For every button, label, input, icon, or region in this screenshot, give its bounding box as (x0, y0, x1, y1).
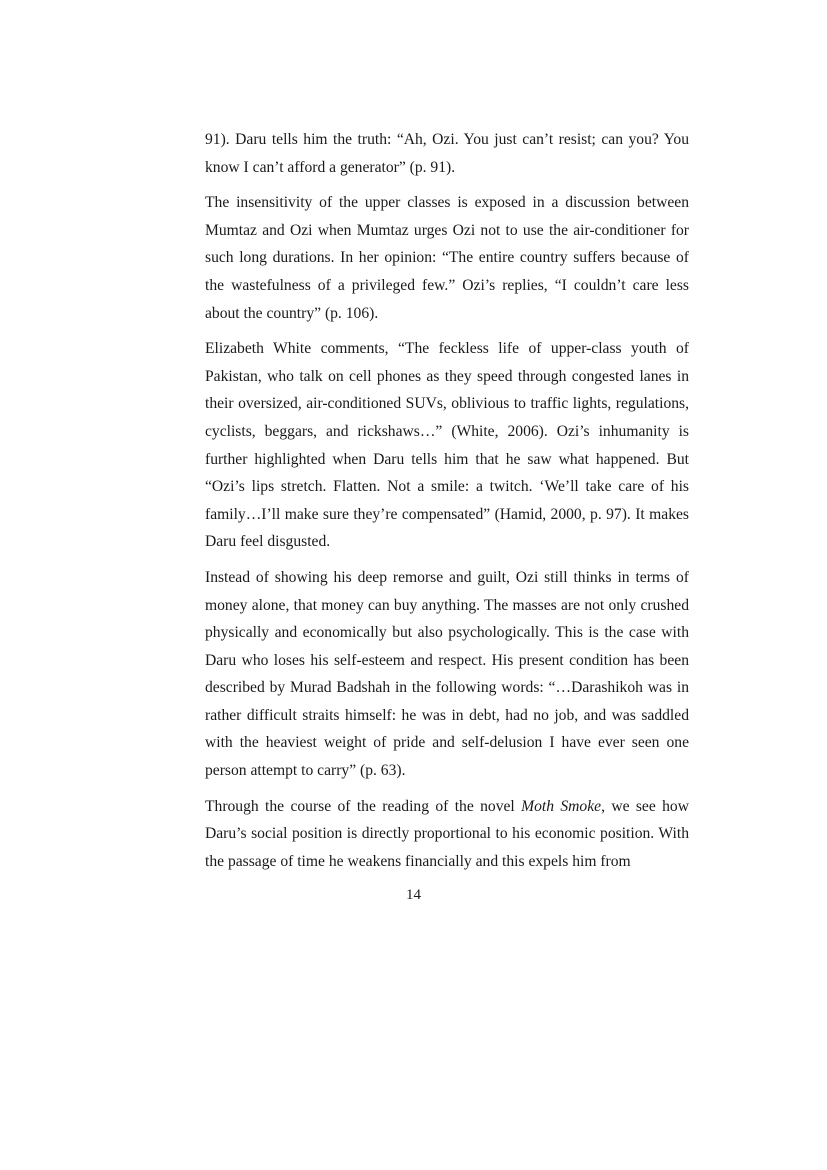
novel-title: Moth Smoke (521, 797, 602, 815)
paragraph-3: Elizabeth White comments, “The feckless life of upper-class youth of Pakistan, who talk on cell phones as they speed through congested lanes in their oversized, air-conditioned SUVs, oblivious to traffic lights, regulations, cyclists, beggars, and rickshaws…” (White, 2006). Ozi’s inhumanity is further highlighted when Daru tells him that he saw what happened. But “Ozi’s lips stretch. Flatten. Not a smile: a twitch. ‘We’ll take care of his family…I’ll make sure they’re compensated” (Hamid, 2000, p. 97). It makes Daru feel disgusted. (205, 340, 689, 551)
paragraph-1: 91). Daru tells him the truth: “Ah, Ozi. You just can’t resist; can you? You know I can’t afford a generator” (p. 91). (205, 131, 689, 176)
page-number: 14 (406, 887, 421, 903)
paragraph-2: The insensitivity of the upper classes is exposed in a discussion between Mumtaz and Ozi when Mumtaz urges Ozi not to use the air-conditioner for such long durations. In her opinion: “The entire country suffers because of the wastefulness of a privileged few.” Ozi’s replies, “I couldn’t care less about the country” (p. 106). (205, 194, 689, 322)
body-text (205, 126, 689, 883)
paragraph-5-after: , we see how Daru’s social position is directly proportional to his economic position. With the passage of time he weakens financially and this expels him from (205, 797, 689, 870)
paragraph-5 (205, 793, 689, 876)
paragraph-4: Instead of showing his deep remorse and guilt, Ozi still thinks in terms of money alone, that money can buy anything. The masses are not only crushed physically and economically but also psychologically. This is the case with Daru who loses his self-esteem and respect. His present condition has been described by Murad Badshah in the following words: “…Darashikoh was in rather difficult straits himself: he was in debt, had no job, and was saddled with the heaviest weight of pride and self-delusion I have ever seen one person attempt to carry” (p. 63). (205, 568, 689, 780)
paragraph-5-before: Through the course of the reading of the novel (205, 797, 522, 815)
